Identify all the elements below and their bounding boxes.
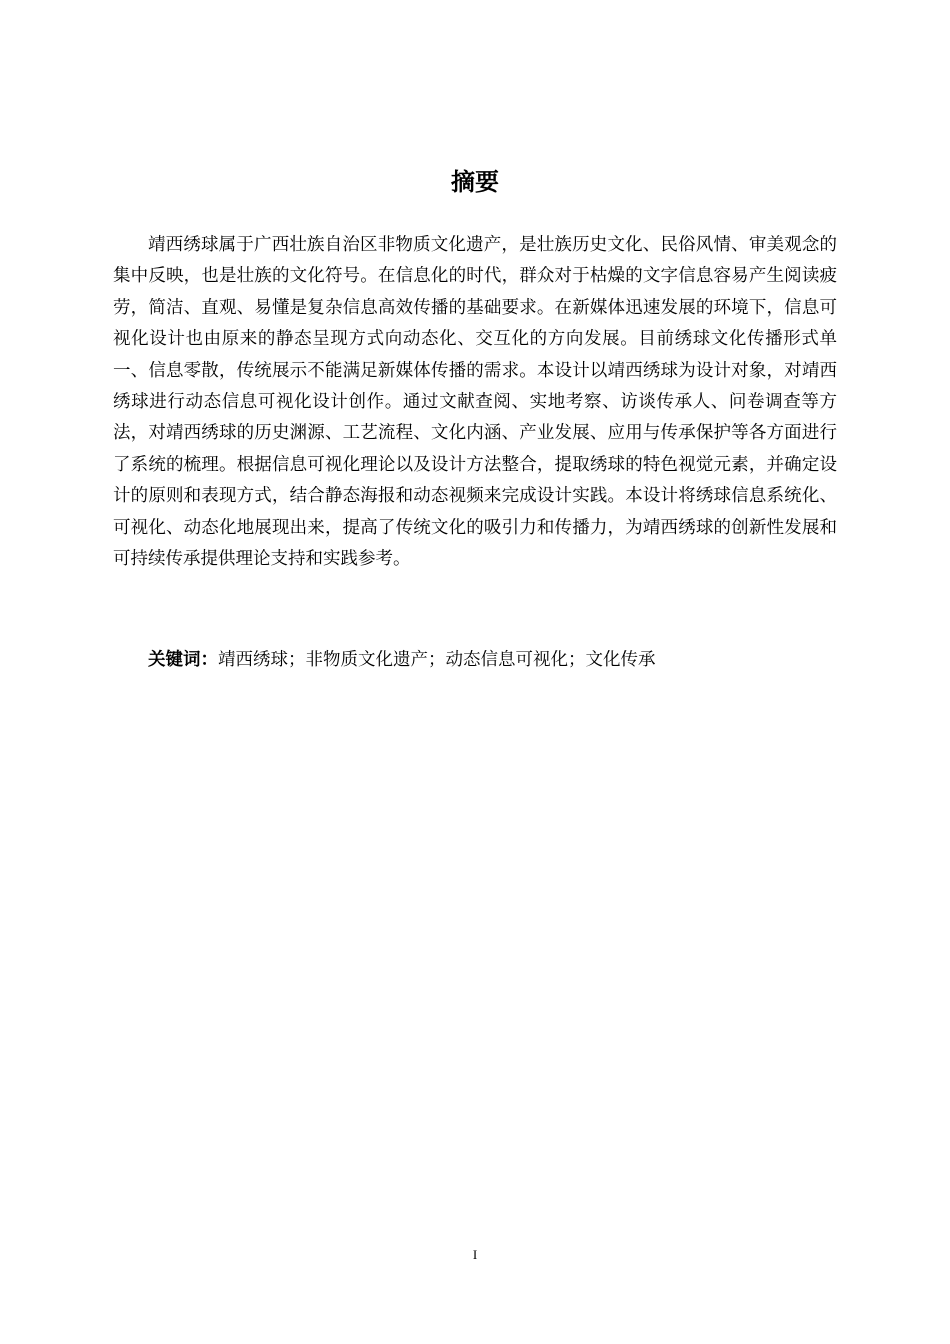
page-number: I [472, 1247, 478, 1262]
abstract-title: 摘要 [451, 168, 499, 196]
keywords-list: 靖西绣球；非物质文化遗产；动态信息可视化；文化传承 [218, 650, 656, 670]
keywords-label: 关键词： [148, 650, 218, 670]
keywords-line [148, 646, 838, 674]
abstract-paragraph: 靖西绣球属于广西壮族自治区非物质文化遗产，是壮族历史文化、民俗风情、审美观念的集中反映，也是壮族的文化符号。在信息化的时代，群众对于枯燥的文字信息容易产生阅读疲劳，简洁、直观、易懂是复杂信息高效传播的基础要求。在新媒体迅速发展的环境下，信息可视化设计也由原来的静态呈现方式向动态化、交互化的方向发展。目前绣球文化传播形式单一、信息零散，传统展示不能满足新媒体传播的需求。本设计以靖西绣球为设计对象，对靖西绣球进行动态信息可视化设计创作。通过文献查阅、实地考察、访谈传承人、问卷调查等方法，对靖西绣球的历史渊源、工艺流程、文化内涵、产业发展、应用与传承保护等各方面进行了系统的梳理。根据信息可视化理论以及设计方法整合，提取绣球的特色视觉元素，并确定设计的原则和表现方式，结合静态海报和动态视频来完成设计实践。本设计将绣球信息系统化、可视化、动态化地展现出来，提高了传统文化的吸引力和传播力，为靖西绣球的创新性发展和可持续传承提供理论支持和实践参考。 [113, 235, 837, 570]
